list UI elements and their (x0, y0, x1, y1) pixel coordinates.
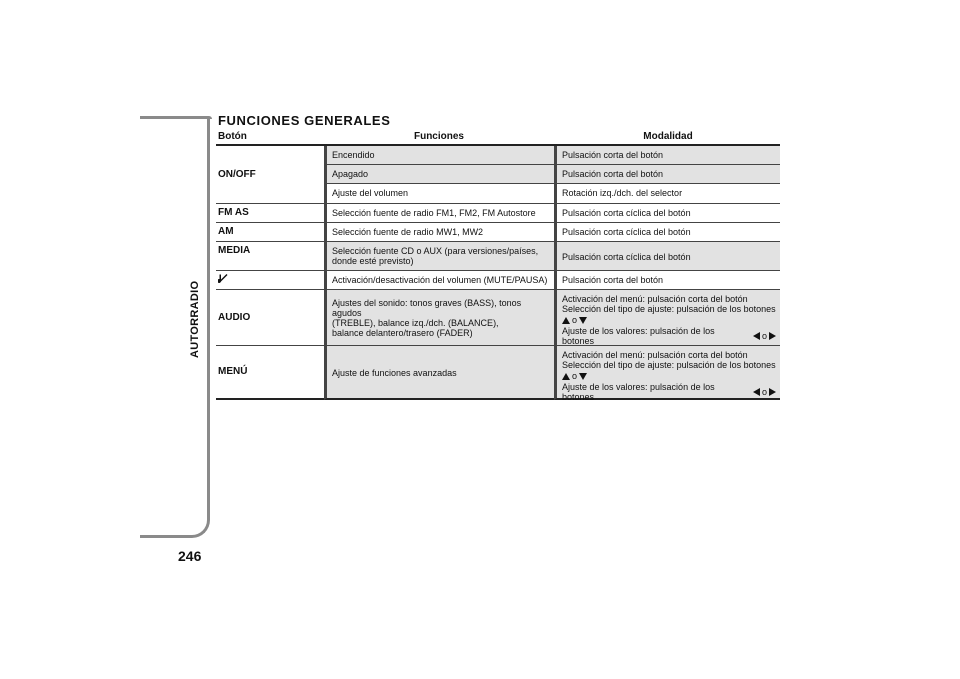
button-label-menu: MENÚ (218, 366, 248, 377)
button-cell-fmas (216, 204, 324, 223)
funcion-cell: Apagado (324, 165, 554, 184)
modalidad-line: Activación del menú: pulsación corta del botón (562, 294, 748, 304)
page-number: 246 (178, 548, 202, 564)
header-boton: Botón (218, 131, 247, 142)
modalidad-arrow-line (562, 382, 776, 402)
funcion-line: (TREBLE), balance izq./dch. (BALANCE), (332, 318, 499, 328)
table-row-am (216, 223, 780, 242)
funcion-cell: Selección fuente CD o AUX (para versiones/países, donde esté previsto) (324, 242, 554, 271)
arrow-right-icon (769, 332, 776, 340)
modalidad-cell (554, 290, 780, 346)
arrow-up-icon (562, 317, 570, 324)
funcion-cell (324, 290, 554, 346)
arrow-up-icon (562, 373, 570, 380)
or-text: o (761, 331, 767, 341)
arrow-right-icon (769, 388, 776, 396)
modalidad-line: Selección del tipo de ajuste: pulsación de los botones (562, 304, 776, 314)
funcion-cell: Selección fuente de radio FM1, FM2, FM Autostore (324, 204, 554, 223)
modalidad-cell: Pulsación corta cíclica del botón (554, 223, 780, 242)
button-cell-mute (216, 271, 324, 290)
button-label-media: MEDIA (218, 245, 251, 256)
button-cell-onoff (216, 146, 324, 204)
page-title: FUNCIONES GENERALES (218, 113, 391, 128)
modalidad-line: Ajuste de los valores: pulsación de los botones (562, 326, 715, 346)
funcion-line: balance delantero/trasero (FADER) (332, 328, 473, 338)
modalidad-arrow-line (562, 315, 776, 325)
modalidad-line: Selección del tipo de ajuste: pulsación de los botones (562, 360, 776, 370)
table-row (324, 184, 780, 204)
table-row (324, 146, 780, 165)
table-header (216, 128, 780, 146)
modalidad-cell: Pulsación corta cíclica del botón (554, 242, 780, 271)
section-side-label: AUTORRADIO (189, 280, 201, 358)
button-label-fmas: FM AS (218, 207, 249, 218)
table-row (324, 165, 780, 184)
funcion-cell: Encendido (324, 146, 554, 165)
modalidad-arrow-line (562, 371, 776, 381)
or-text: o (572, 371, 578, 381)
functions-table (216, 128, 780, 400)
modalidad-cell: Pulsación corta cíclica del botón (554, 204, 780, 223)
table-row-onoff-group (216, 146, 780, 204)
arrow-left-icon (753, 388, 760, 396)
modalidad-line: Ajuste de los valores: pulsación de los botones (562, 382, 715, 402)
table-row-fmas (216, 204, 780, 223)
modalidad-line: Activación del menú: pulsación corta del botón (562, 350, 748, 360)
or-text: o (761, 387, 767, 397)
funcion-cell: Activación/desactivación del volumen (MUTE/PAUSA) (324, 271, 554, 290)
button-label-onoff: ON/OFF (218, 168, 256, 180)
table-row-mute (216, 271, 780, 290)
header-funciones: Funciones (413, 131, 464, 142)
button-label-am: AM (218, 226, 234, 237)
button-cell-audio (216, 290, 324, 346)
funcion-cell: Ajuste de funciones avanzadas (324, 346, 554, 400)
header-modalidad: Modalidad (643, 131, 693, 142)
mute-icon (218, 274, 230, 287)
modalidad-cell: Pulsación corta del botón (554, 165, 780, 184)
arrow-left-icon (753, 332, 760, 340)
or-text: o (572, 315, 578, 325)
button-cell-menu (216, 346, 324, 400)
modalidad-arrow-line (562, 326, 776, 346)
arrow-down-icon (579, 317, 587, 324)
funcion-cell: Selección fuente de radio MW1, MW2 (324, 223, 554, 242)
button-cell-am (216, 223, 324, 242)
modalidad-cell: Pulsación corta del botón (554, 146, 780, 165)
modalidad-cell: Pulsación corta del botón (554, 271, 780, 290)
table-row-media (216, 242, 780, 271)
table-row-menu (216, 346, 780, 400)
button-label-audio: AUDIO (218, 311, 251, 323)
arrow-down-icon (579, 373, 587, 380)
funcion-cell: Ajuste del volumen (324, 184, 554, 204)
funcion-line: Ajustes del sonido: tonos graves (BASS), tonos agudos (332, 298, 522, 318)
table-row-audio (216, 290, 780, 346)
modalidad-cell: Rotación izq./dch. del selector (554, 184, 780, 204)
button-cell-media (216, 242, 324, 271)
modalidad-cell (554, 346, 780, 400)
